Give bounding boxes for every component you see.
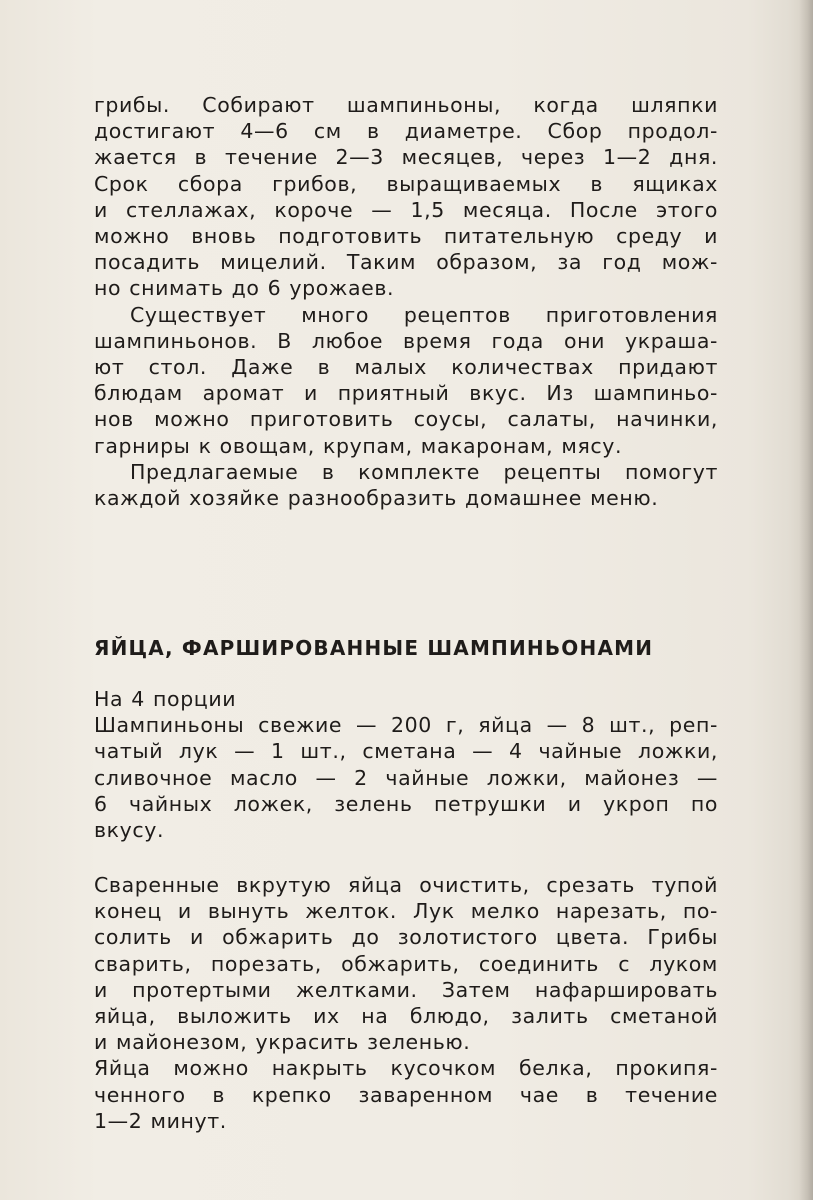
text-line: нов можно приготовить соусы, салаты, начинки,	[94, 407, 718, 432]
ingredient-line: Шампиньоны свежие — 200 г, яйца — 8 шт., реп-	[94, 713, 718, 738]
method-line: яйца, выложить их на блюдо, залить сметаной	[94, 1004, 718, 1029]
text-line: жается в течение 2—3 месяцев, через 1—2 дня.	[94, 145, 718, 170]
intro-paragraph-1	[94, 92, 718, 302]
text-line: каждой хозяйке разнообразить домашнее меню.	[94, 486, 659, 511]
text-line: гарниры к овощам, крупам, макаронам, мясу.	[94, 433, 623, 458]
method-line: сварить, порезать, обжарить, соединить с луком	[94, 951, 718, 976]
note-line: 1—2 минут.	[94, 1108, 227, 1133]
text-line: ют стол. Даже в малых количествах придают	[94, 355, 718, 380]
text-line: грибы. Собирают шампиньоны, когда шляпки	[94, 93, 718, 117]
recipe-title: ЯЙЦА, ФАРШИРОВАННЫЕ ШАМПИНЬОНАМИ	[94, 636, 654, 660]
method-line: солить и обжарить до золотистого цвета. Грибы	[94, 925, 718, 950]
text-line: но снимать до 6 урожаев.	[94, 276, 395, 301]
note-line: Яйца можно накрыть кусочком белка, прокипя-	[94, 1056, 718, 1081]
intro-text	[94, 92, 718, 511]
text-line: блюдам аромат и приятный вкус. Из шампиньо-	[94, 381, 718, 406]
intro-paragraph-3	[94, 459, 718, 511]
text-line: можно вновь подготовить питательную среду и	[94, 224, 718, 249]
text-line: посадить мицелий. Таким образом, за год мож-	[94, 250, 718, 275]
method-line: и протертыми желтками. Затем нафаршировать	[94, 977, 718, 1002]
text-line: Предлагаемые в комплекте рецепты помогут	[130, 459, 718, 484]
note-line: ченного в крепко заваренном чае в течение	[94, 1082, 718, 1107]
recipe-servings: На 4 порции	[94, 687, 237, 711]
method-line: конец и вынуть желток. Лук мелко нарезать, по-	[94, 899, 718, 924]
ingredient-line: чатый лук — 1 шт., сметана — 4 чайные ложки,	[94, 739, 718, 764]
method-line: и майонезом, украсить зеленью.	[94, 1030, 471, 1055]
text-line: шампиньонов. В любое время года они украша-	[94, 328, 718, 353]
text-line: Срок сбора грибов, выращиваемых в ящиках	[94, 171, 718, 196]
ingredient-line: вкусу.	[94, 818, 165, 843]
ingredient-line: 6 чайных ложек, зелень петрушки и укроп по	[94, 791, 718, 816]
text-line: достигают 4—6 см в диаметре. Сбор продол-	[94, 119, 718, 144]
page-edge-shadow	[799, 0, 813, 1200]
ingredient-line: сливочное масло — 2 чайные ложки, майонез —	[94, 765, 718, 790]
intro-paragraph-2	[94, 302, 718, 459]
text-line: и стеллажах, короче — 1,5 месяца. После этого	[94, 197, 718, 222]
recipe-ingredients	[94, 686, 718, 843]
method-line: Сваренные вкрутую яйца очистить, срезать тупой	[94, 873, 718, 897]
text-line: Существует много рецептов приготовления	[130, 302, 718, 327]
recipe-method	[94, 872, 718, 1134]
